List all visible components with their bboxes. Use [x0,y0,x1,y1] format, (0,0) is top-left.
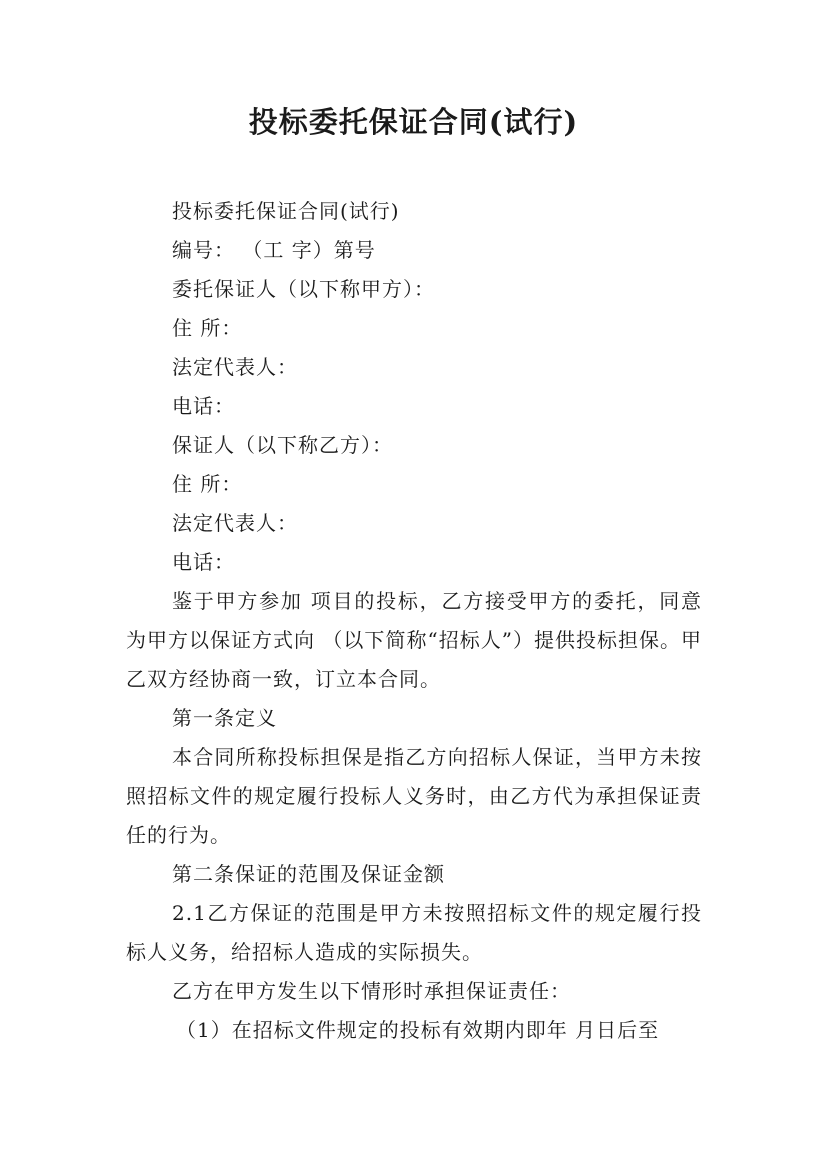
preamble-paragraph: 鉴于甲方参加 项目的投标，乙方接受甲方的委托，同意为甲方以保证方式向 （以下简称“招标人”）提供投标担保。甲乙双方经协商一致，订立本合同。 [126,589,702,691]
principal-party-line: 委托保证人（以下称甲方）： [172,277,435,301]
guarantor-phone-line: 电话： [172,550,235,574]
principal-representative-line: 法定代表人： [172,355,298,379]
guarantor-address-line: 住 所： [172,472,243,496]
document-body [126,192,702,1050]
subtitle-line: 投标委托保证合同(试行) [172,199,400,223]
article-1-heading: 第一条定义 [172,706,277,730]
article-1-paragraph: 本合同所称投标担保是指乙方向招标人保证，当甲方未按照招标文件的规定履行投标人义务时，由乙方代为承担保证责任的行为。 [126,745,702,847]
article-2-1-paragraph: 2.1乙方保证的范围是甲方未按照招标文件的规定履行投标人义务，给招标人造成的实际损失。 [126,901,702,964]
article-2-item-1: （1）在招标文件规定的投标有效期内即年 月日后至 [176,1018,660,1042]
article-2-conditions-line: 乙方在甲方发生以下情形时承担保证责任： [172,979,571,1003]
principal-address-line: 住 所： [172,316,243,340]
article-2-heading: 第二条保证的范围及保证金额 [172,862,445,886]
guarantor-representative-line: 法定代表人： [172,511,298,535]
document-title: 投标委托保证合同(试行) [248,105,579,139]
contract-number-line: 编号： （工 字）第号 [172,238,376,262]
guarantor-party-line: 保证人（以下称乙方）： [172,433,393,457]
principal-phone-line: 电话： [172,394,235,418]
